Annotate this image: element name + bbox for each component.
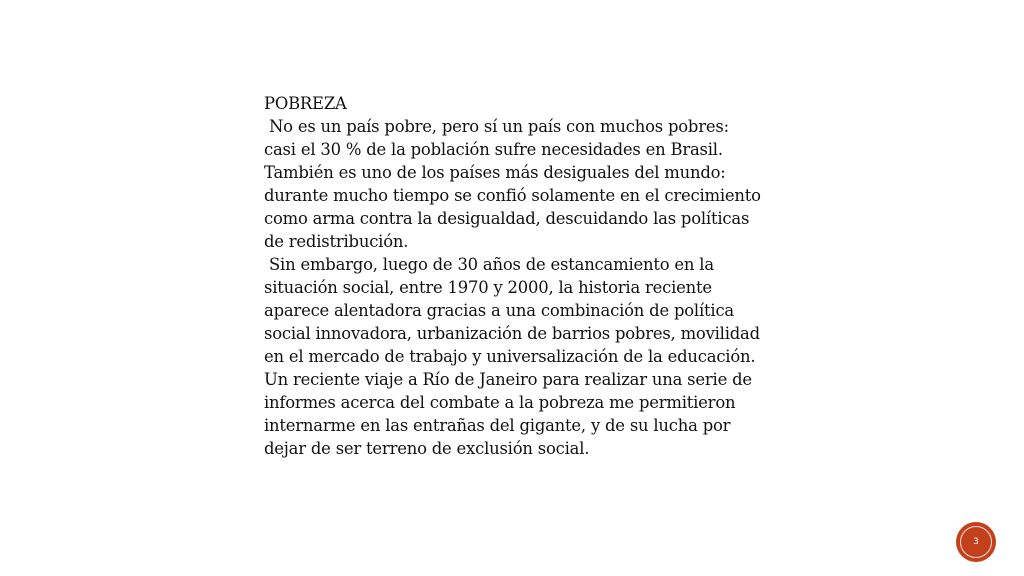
slide-number: 3: [973, 537, 979, 547]
slide-title: POBREZA: [264, 94, 347, 113]
content-text-block: [264, 92, 764, 460]
slide-number-badge: [957, 523, 995, 561]
paragraph-2: Sin embargo, luego de 30 años de estancamiento en la situación social, entre 1970 y 2000, la historia reciente aparece alentadora gracias a una combinación de política social innovadora, urbanización de barrios pobres, movilidad en el mercado de trabajo y universalización de la educación. Un reciente viaje a Río de Janeiro para realizar una serie de informes acerca del combate a la pobreza me permitieron internarme en las entrañas del gigante, y de su lucha por dejar de ser terreno de exclusión social.: [264, 255, 765, 458]
paragraph-1: No es un país pobre, pero sí un país con muchos pobres: casi el 30 % de la población sufre necesidades en Brasil. También es uno de los países más desiguales del mundo: durante mucho tiempo se confió solamente en el crecimiento como arma contra la desigualdad, descuidando las políticas de redistribución.: [264, 117, 766, 251]
